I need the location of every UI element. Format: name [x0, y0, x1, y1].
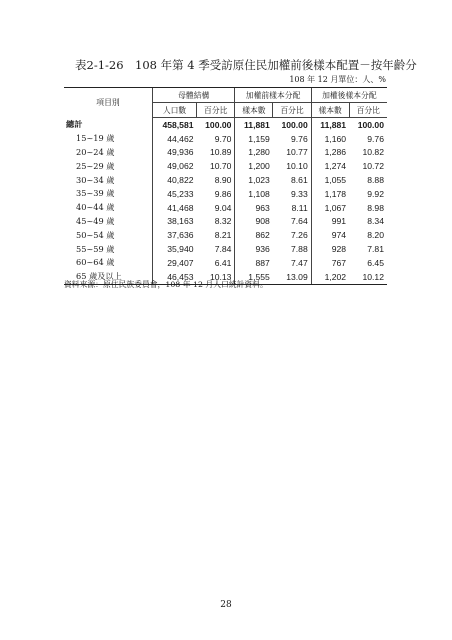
count-cell: 963: [235, 201, 273, 215]
percent-cell: 9.70: [214, 133, 232, 144]
age-distribution-table: [64, 87, 387, 285]
count-cell: 1,067: [311, 201, 349, 215]
percent-cell: 8.90: [214, 175, 232, 186]
percent-cell: 8.88: [367, 175, 384, 186]
subheader-population-percent: 百分比: [197, 103, 235, 118]
percent-cell: 10.13: [197, 270, 235, 284]
table-title: 表2-1-26 108 年第 4 季受訪原住民加權前後樣本配置－按年齡分: [75, 58, 417, 72]
count-cell: 1,280: [235, 146, 273, 160]
table-row: [64, 201, 387, 215]
count-cell: 1,286: [311, 146, 349, 160]
count-cell: 1,555: [235, 270, 273, 284]
count-cell: 45,233: [153, 187, 197, 201]
count-cell: 49,936: [153, 146, 197, 160]
source-note: 資料來源：原住民族委員會，108 年 12 月人口統計資料。: [64, 280, 268, 289]
row-label: 55~59 歲: [76, 243, 115, 254]
count-cell: 11,881: [235, 118, 273, 132]
count-cell: 887: [235, 256, 273, 270]
count-cell: 1,023: [235, 173, 273, 187]
percent-cell: 9.76: [367, 133, 384, 144]
total-row: [64, 118, 387, 132]
table-row: [64, 132, 387, 146]
row-label: 25~29 歲: [76, 160, 115, 171]
count-cell: 29,407: [153, 256, 197, 270]
count-cell: 1,160: [311, 132, 349, 146]
table-row: [64, 146, 387, 160]
row-header: 項目別: [64, 88, 153, 118]
group-header-population: 母體結構: [153, 88, 235, 103]
table-row: [64, 187, 387, 201]
table-row: [64, 242, 387, 256]
row-label: 50~54 歲: [76, 229, 115, 240]
percent-cell: 8.11: [291, 202, 308, 213]
percent-cell: 10.89: [209, 147, 232, 158]
group-header-weighted: 加權後樣本分配: [311, 88, 387, 103]
percent-cell: 8.34: [367, 216, 384, 227]
percent-cell: 10.70: [209, 161, 232, 172]
count-cell: 49,062: [153, 159, 197, 173]
count-cell: 41,468: [153, 201, 197, 215]
count-cell: 458,581: [153, 118, 197, 132]
count-cell: 908: [235, 215, 273, 229]
table-row: [64, 256, 387, 270]
count-cell: 862: [235, 228, 273, 242]
row-label: 15~19 歲: [76, 133, 115, 144]
count-cell: 1,200: [235, 159, 273, 173]
count-cell: 1,159: [235, 132, 273, 146]
table-row: [64, 159, 387, 173]
group-header-unweighted: 加權前樣本分配: [235, 88, 311, 103]
percent-cell: 8.21: [214, 230, 232, 241]
count-cell: 44,462: [153, 132, 197, 146]
percent-cell: 8.20: [367, 230, 384, 241]
count-cell: 928: [311, 242, 349, 256]
count-cell: 1,202: [311, 270, 349, 284]
row-label: 總計: [66, 119, 83, 130]
subheader-unweighted-percent: 百分比: [273, 103, 311, 118]
percent-cell: 7.47: [291, 257, 308, 268]
subheader-unweighted-count: 樣本數: [235, 103, 273, 118]
table-row: [64, 215, 387, 229]
percent-cell: 6.41: [214, 257, 232, 268]
percent-cell: 7.88: [291, 244, 308, 255]
subheader-weighted-count: 樣本數: [311, 103, 349, 118]
count-cell: 936: [235, 242, 273, 256]
table-row: [64, 228, 387, 242]
percent-cell: 9.86: [214, 188, 232, 199]
percent-cell: 8.61: [291, 175, 308, 186]
subheader-population-count: 人口數: [153, 103, 197, 118]
count-cell: 46,453: [153, 270, 197, 284]
percent-cell: 100.00: [357, 119, 384, 130]
count-cell: 1,178: [311, 187, 349, 201]
row-label: 20~24 歲: [76, 146, 115, 157]
subheader-weighted-percent: 百分比: [349, 103, 387, 118]
percent-cell: 100.00: [281, 119, 308, 130]
percent-cell: 8.98: [367, 202, 384, 213]
row-label: 65 歲及以上: [64, 270, 153, 284]
percent-cell: 7.84: [214, 244, 232, 255]
row-label: 45~49 歲: [76, 215, 115, 226]
percent-cell: 9.76: [291, 133, 308, 144]
percent-cell: 6.45: [367, 257, 384, 268]
count-cell: 767: [311, 256, 349, 270]
count-cell: 38,163: [153, 215, 197, 229]
table-body: [64, 118, 387, 285]
row-label: 60~64 歲: [76, 257, 115, 268]
count-cell: 1,274: [311, 159, 349, 173]
count-cell: 1,108: [235, 187, 273, 201]
percent-cell: 10.77: [286, 147, 308, 158]
percent-cell: 10.10: [286, 161, 308, 172]
count-cell: 11,881: [311, 118, 349, 132]
percent-cell: 100.00: [205, 119, 232, 130]
percent-cell: 10.82: [362, 147, 384, 158]
percent-cell: 10.72: [362, 161, 384, 172]
percent-cell: 7.26: [291, 230, 308, 241]
percent-cell: 8.32: [214, 216, 232, 227]
count-cell: 991: [311, 215, 349, 229]
percent-cell: 13.09: [273, 270, 311, 284]
row-label: 30~34 歲: [76, 174, 115, 185]
count-cell: 37,636: [153, 228, 197, 242]
unit-note: 108 年 12 月單位：人、%: [289, 75, 386, 84]
count-cell: 1,055: [311, 173, 349, 187]
percent-cell: 7.64: [291, 216, 308, 227]
count-cell: 40,822: [153, 173, 197, 187]
percent-cell: 7.81: [367, 244, 384, 255]
table-row: [64, 173, 387, 187]
count-cell: 35,940: [153, 242, 197, 256]
percent-cell: 9.92: [367, 188, 384, 199]
percent-cell: 9.04: [214, 202, 232, 213]
page-number: 28: [220, 600, 232, 610]
row-label: 35~39 歲: [76, 188, 115, 199]
count-cell: 974: [311, 228, 349, 242]
row-label: 40~44 歲: [76, 202, 115, 213]
percent-cell: 9.33: [291, 188, 308, 199]
percent-cell: 10.12: [349, 270, 387, 284]
